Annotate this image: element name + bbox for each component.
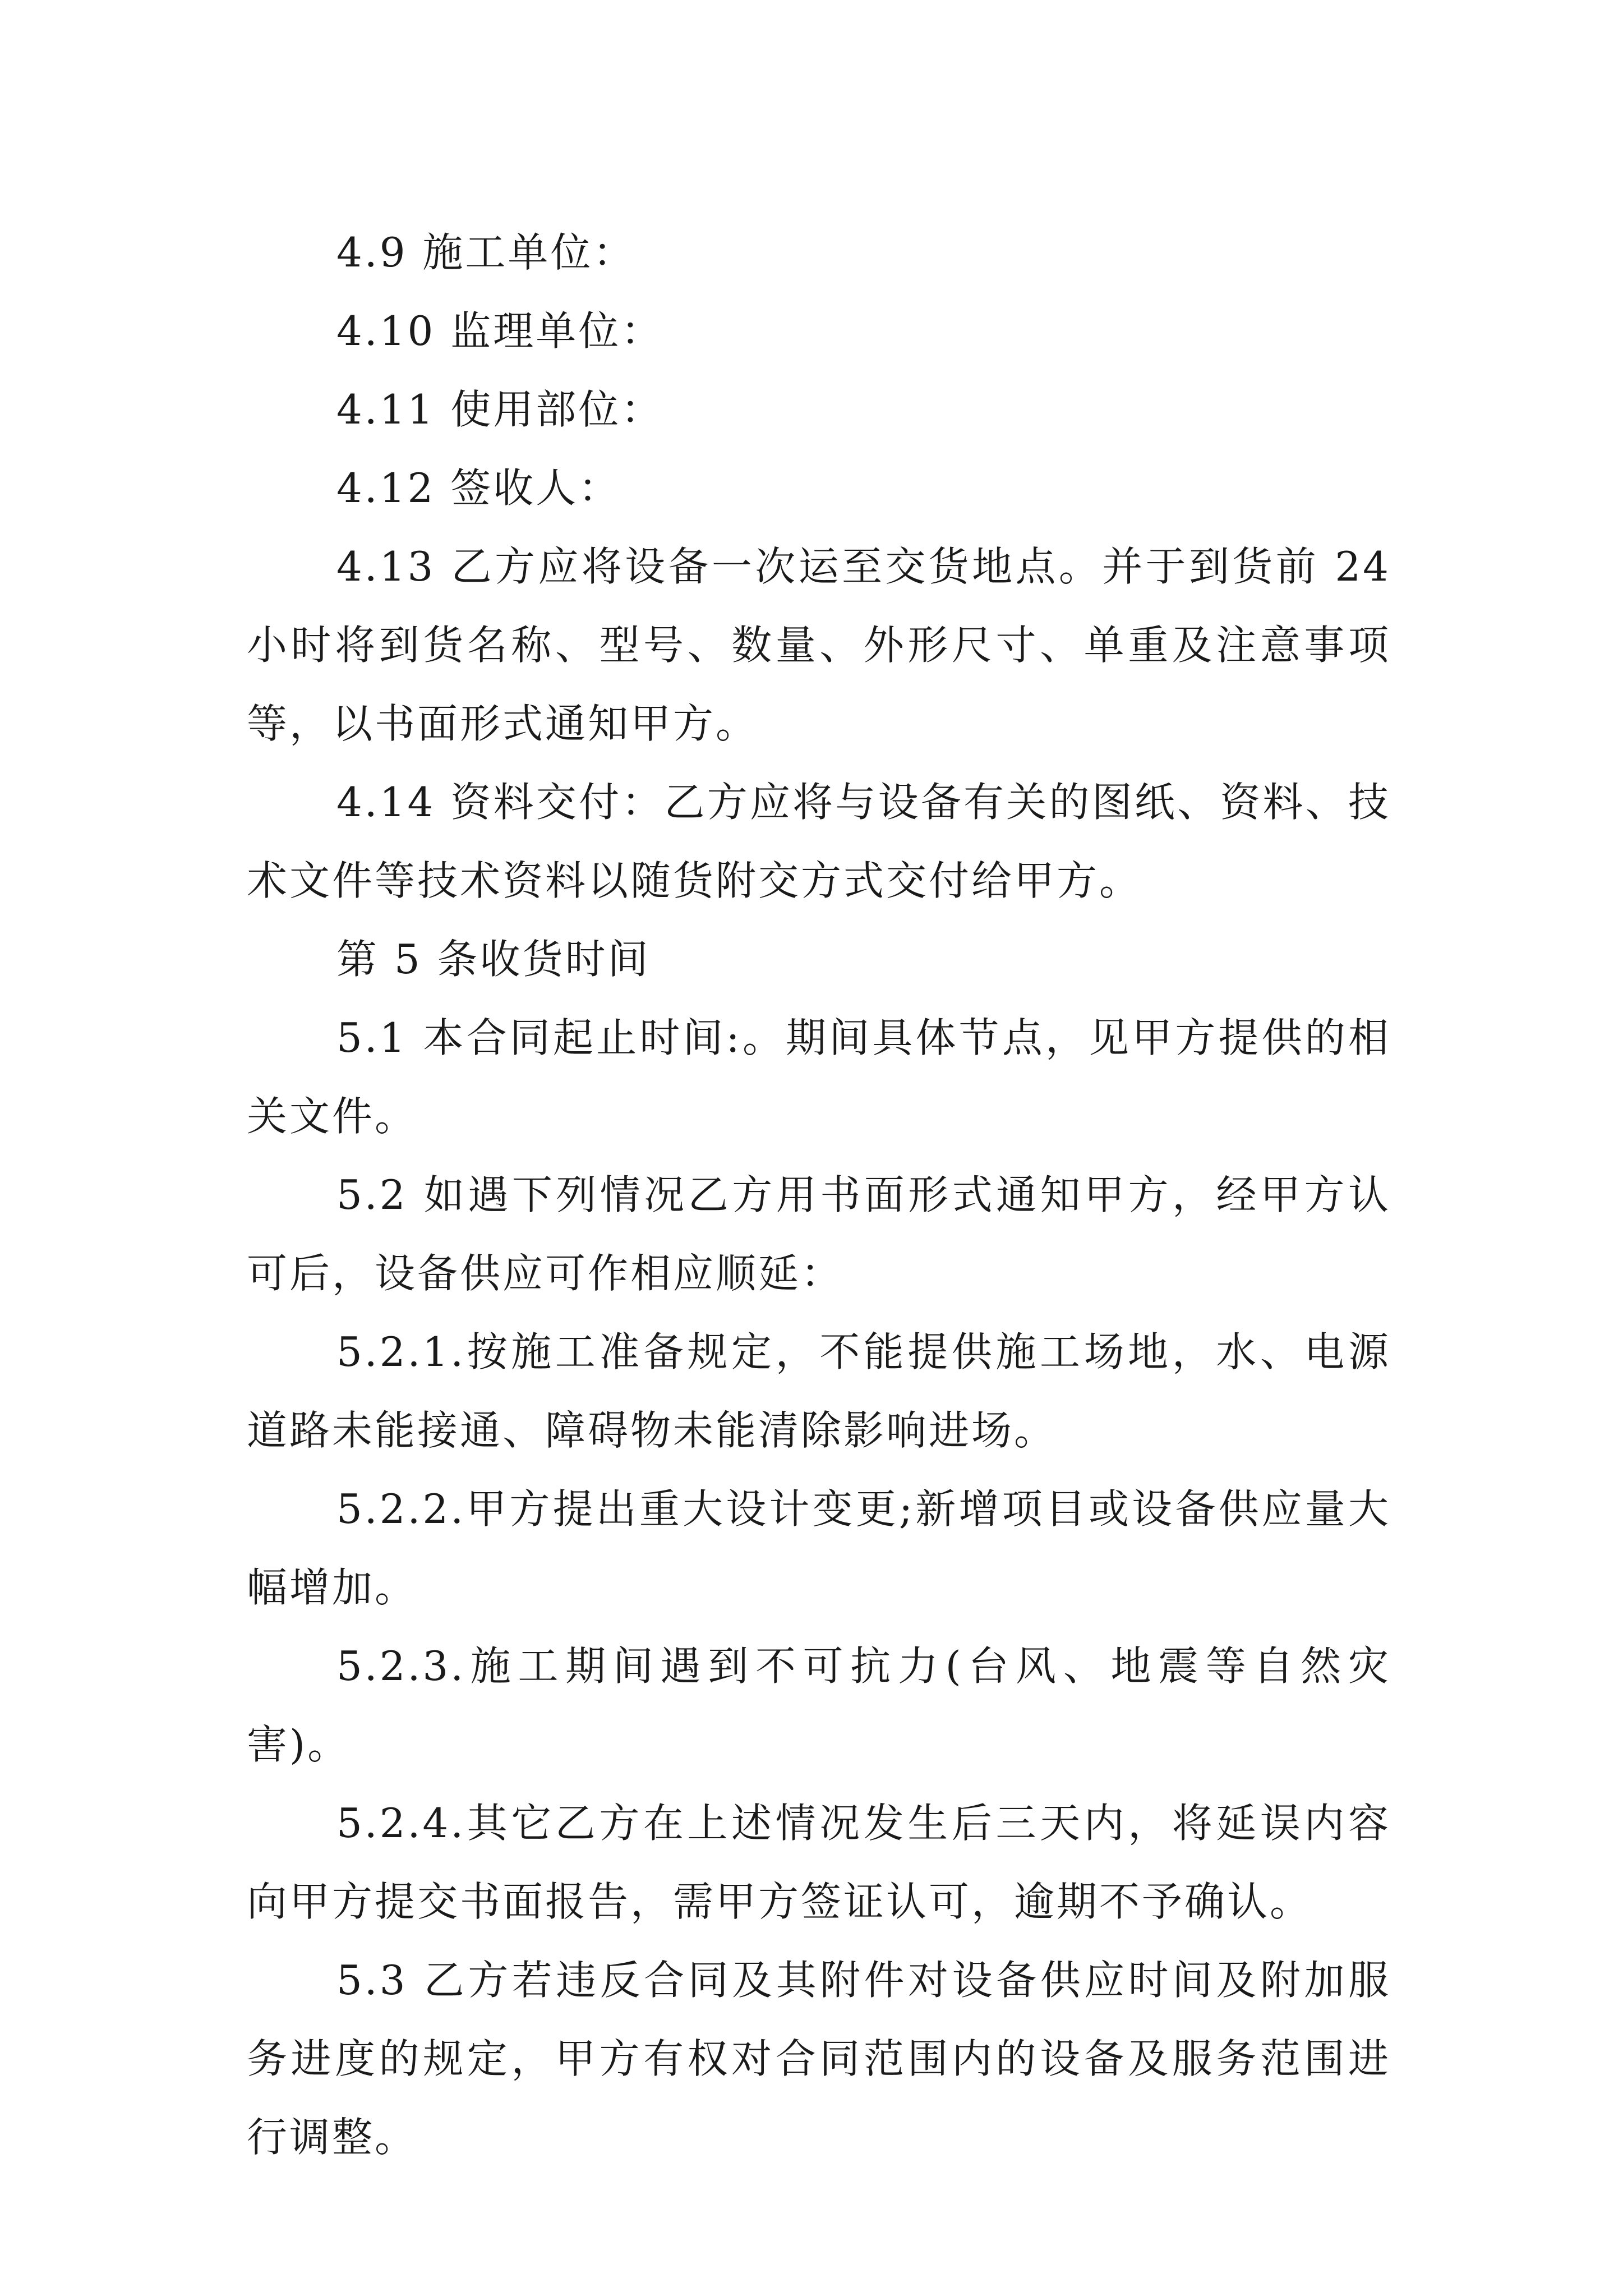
paragraph-4-14: 4.14 资料交付：乙方应将与设备有关的图纸、资料、技术文件等技术资料以随货附交方式交付给甲方。 — [247, 779, 1391, 904]
document-body — [247, 213, 1391, 2177]
paragraph-5-2: 5.2 如遇下列情况乙方用书面形式通知甲方，经甲方认可后，设备供应可作相应顺延： — [247, 1171, 1391, 1297]
paragraph-4-12: 4.12 签收人： — [336, 464, 621, 512]
section-heading-article-5: 第 5 条收货时间 — [336, 936, 651, 983]
paragraph-5-2-4: 5.2.4.其它乙方在上述情况发生后三天内，将延误内容向甲方提交书面报告，需甲方签证认可，逾期不予确认。 — [247, 1800, 1391, 1925]
paragraph-4-10: 4.10 监理单位： — [336, 307, 664, 355]
paragraph-5-1: 5.1 本合同起止时间:。期间具体节点，见甲方提供的相关文件。 — [247, 1014, 1391, 1140]
paragraph-4-9: 4.9 施工单位： — [336, 229, 636, 276]
paragraph-5-2-3: 5.2.3.施工期间遇到不可抗力(台风、地震等自然灾害)。 — [247, 1642, 1391, 1768]
paragraph-5-2-1: 5.2.1.按施工准备规定，不能提供施工场地，水、电源道路未能接通、障碍物未能清除影响进场。 — [247, 1328, 1391, 1454]
paragraph-5-2-2: 5.2.2.甲方提出重大设计变更;新增项目或设备供应量大幅增加。 — [247, 1485, 1391, 1611]
paragraph-5-3: 5.3 乙方若违反合同及其附件对设备供应时间及附加服务进度的规定，甲方有权对合同范围内的设备及服务范围进行调整。 — [247, 1957, 1391, 2161]
paragraph-4-13: 4.13 乙方应将设备一次运至交货地点。并于到货前 24 小时将到货名称、型号、数量、外形尺寸、单重及注意事项等，以书面形式通知甲方。 — [247, 543, 1391, 747]
paragraph-4-11: 4.11 使用部位： — [336, 386, 664, 433]
